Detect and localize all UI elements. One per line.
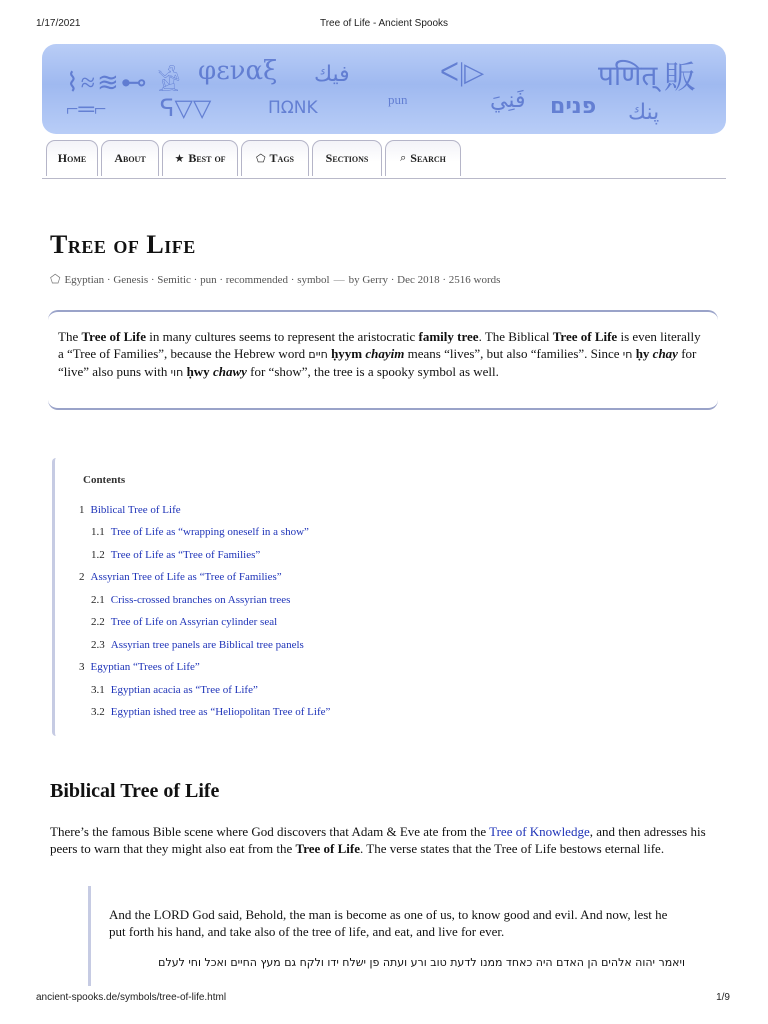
- toc-item[interactable]: [79, 661, 200, 673]
- toc-num: 2.1: [91, 594, 105, 606]
- toc-link[interactable]: Tree of Life as “wrapping oneself in a show”: [110, 526, 309, 538]
- tab-home[interactable]: [46, 140, 98, 176]
- transliteration: ḥyym: [327, 346, 366, 361]
- abstract-bold: Tree of Life: [81, 329, 146, 344]
- abstract-text: in many cultures seems to represent the aristocratic: [145, 329, 419, 344]
- toc-link[interactable]: Tree of Life as “Tree of Families”: [110, 549, 261, 561]
- toc-num: 2: [79, 571, 85, 583]
- abstract-bold: Tree of Life: [552, 329, 618, 344]
- section-paragraph: [50, 823, 720, 857]
- print-date: 1/17/2021: [36, 18, 81, 29]
- banner-glyph: 販: [664, 58, 697, 96]
- tab-best-of[interactable]: [162, 140, 238, 176]
- toc-num: 3.2: [91, 706, 105, 718]
- toc-link[interactable]: Egyptian “Trees of Life”: [90, 661, 200, 673]
- print-page-number: 1/9: [716, 992, 730, 1003]
- hebrew-word: חי: [622, 348, 633, 361]
- toc-link[interactable]: Assyrian tree panels are Biblical tree panels: [110, 639, 304, 651]
- abstract-text: for “show”, the tree is a spooky symbol as well.: [246, 364, 499, 379]
- tab-label: About: [114, 151, 146, 165]
- tab-search[interactable]: [385, 140, 461, 176]
- toc-item[interactable]: [79, 504, 181, 516]
- para-text: There’s the famous Bible scene where God discovers that Adam & Eve ate from the: [50, 824, 490, 839]
- toc-item[interactable]: [79, 571, 282, 583]
- toc-item[interactable]: [91, 616, 277, 628]
- banner-glyph: فيك: [314, 62, 350, 87]
- abstract-text: . The Biblical: [478, 329, 553, 344]
- toc-link[interactable]: Biblical Tree of Life: [90, 504, 181, 516]
- banner-glyph: ⌇≈≋⊷ 𓀀: [66, 68, 183, 97]
- tab-label: Tags: [269, 151, 294, 165]
- tag-icon: ⬠: [255, 153, 266, 165]
- banner-glyph: पणित्: [598, 59, 658, 92]
- toc-num: 3.1: [91, 684, 105, 696]
- pronunciation: chawy: [212, 364, 247, 379]
- article-meta: [50, 272, 500, 287]
- banner-glyph: ᐸ|▷: [440, 58, 485, 87]
- tab-label: Best of: [188, 151, 226, 165]
- banner-glyph: پنك: [628, 100, 660, 125]
- tab-label: Sections: [325, 151, 369, 165]
- toc-item[interactable]: [91, 526, 309, 538]
- quote-hebrew: ויאמר יהוה אלהים הן האדם היה כאחד ממנו לדעת טוב ורע ועתה פן ישלח ידו ולקח גם מעץ החיים ואכל וחי לעלם: [158, 956, 685, 969]
- tab-label: Home: [57, 151, 87, 165]
- tab-sections[interactable]: [312, 140, 382, 176]
- toc-item[interactable]: [91, 639, 304, 651]
- meta-author: by Gerry · Dec 2018 · 2516 words: [348, 273, 501, 286]
- site-banner[interactable]: [42, 44, 726, 134]
- toc-link[interactable]: Assyrian Tree of Life as “Tree of Families”: [90, 571, 282, 583]
- toc-item[interactable]: [91, 684, 258, 696]
- banner-glyph: pun: [388, 92, 408, 107]
- page-title: Tree of Life: [50, 230, 196, 259]
- meta-dash: —: [333, 273, 345, 286]
- para-text: , and then adresses his peers to warn that they might also eat from the: [50, 824, 706, 856]
- main-nav: [42, 140, 726, 179]
- banner-glyph: ᕋ▽▽: [160, 96, 212, 122]
- abstract-box: [48, 310, 718, 410]
- toc-num: 3: [79, 661, 85, 673]
- banner-glyph: ⌐═⌐: [66, 96, 107, 121]
- table-of-contents: [52, 458, 715, 736]
- toc-num: 1.2: [91, 549, 105, 561]
- tab-label: Search: [410, 151, 446, 165]
- bible-quote: [88, 886, 721, 986]
- meta-tags[interactable]: Egyptian · Genesis · Semitic · pun · recommended · symbol: [64, 273, 330, 286]
- tree-of-knowledge-link[interactable]: Tree of Knowledge: [489, 824, 590, 839]
- abstract-text: is even literally a “Tree of Families”, because the Hebrew word: [58, 329, 701, 361]
- tab-about[interactable]: [101, 140, 159, 176]
- toc-link[interactable]: Egyptian acacia as “Tree of Life”: [110, 684, 258, 696]
- toc-item[interactable]: [91, 706, 330, 718]
- hebrew-word: חיים: [308, 348, 328, 361]
- abstract-text: for “live” also puns with: [58, 346, 697, 379]
- toc-num: 2.3: [91, 639, 105, 651]
- toc-link[interactable]: Criss-crossed branches on Assyrian trees: [110, 594, 291, 606]
- toc-heading: Contents: [83, 474, 126, 486]
- toc-item[interactable]: [91, 594, 290, 606]
- transliteration: ḥy: [632, 346, 653, 361]
- hebrew-word: חוי: [170, 366, 184, 379]
- abstract-bold: family tree: [418, 329, 479, 344]
- toc-link[interactable]: Egyptian ished tree as “Heliopolitan Tree of Life”: [110, 706, 331, 718]
- pronunciation: chay: [652, 346, 678, 361]
- abstract-text: The: [58, 329, 82, 344]
- tag-icon: ⬠: [50, 272, 61, 286]
- toc-num: 2.2: [91, 616, 105, 628]
- quote-english: And the LORD God said, Behold, the man is become as one of us, to know good and evil. And now, lest he put forth his hand, and take also of the tree of life, and eat, and live for ever.: [109, 907, 668, 939]
- abstract-text: means “lives”, but also “families”. Since: [404, 346, 623, 361]
- star-icon: ★: [174, 153, 185, 165]
- banner-glyph: פנים: [550, 94, 597, 119]
- banner-glyph: φεναξ: [198, 56, 278, 86]
- tab-tags[interactable]: [241, 140, 309, 176]
- banner-glyph: فَنِيَ: [490, 88, 526, 113]
- print-url: ancient-spooks.de/symbols/tree-of-life.html: [36, 992, 227, 1003]
- para-bold: Tree of Life: [295, 841, 360, 856]
- transliteration: ḥwy: [183, 364, 213, 379]
- toc-num: 1.1: [91, 526, 105, 538]
- toc-num: 1: [79, 504, 85, 516]
- pronunciation: chayim: [365, 346, 405, 361]
- para-text: . The verse states that the Tree of Life bestows eternal life.: [359, 841, 665, 856]
- toc-link[interactable]: Tree of Life on Assyrian cylinder seal: [110, 616, 278, 628]
- toc-item[interactable]: [91, 549, 260, 561]
- search-icon: ⌕: [400, 152, 407, 164]
- print-title: Tree of Life - Ancient Spooks: [319, 18, 449, 29]
- section-title: Biblical Tree of Life: [50, 780, 220, 802]
- banner-glyph: ΠΩΝΚ: [268, 98, 318, 118]
